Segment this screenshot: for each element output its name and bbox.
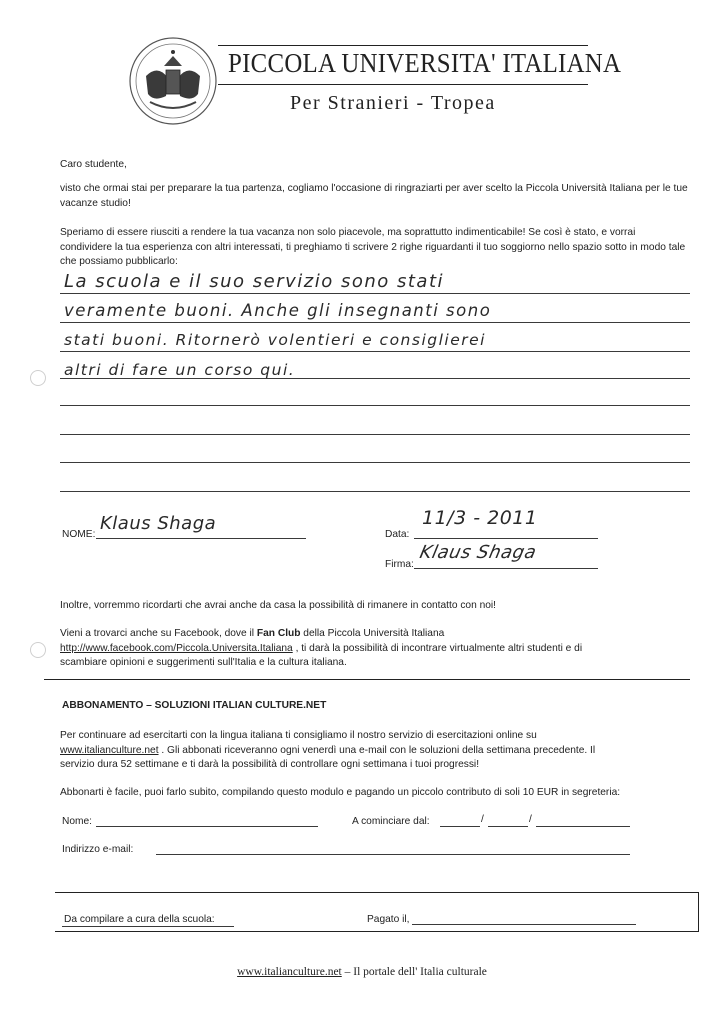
punch-hole bbox=[30, 642, 46, 658]
date-separator: / bbox=[529, 814, 532, 825]
facebook-text-after: della Piccola Università Italiana bbox=[300, 628, 445, 639]
header-rule-top bbox=[218, 45, 588, 46]
university-subtitle: Per Stranieri - Tropea bbox=[290, 92, 496, 114]
name-line bbox=[96, 538, 306, 539]
subscription-line2: . Gli abbonati riceveranno ogni venerdì una e-mail con le soluzioni della settimana precedente. Il bbox=[158, 744, 596, 756]
subscription-instructions: Abbonarti è facile, puoi farlo subito, compilando questo modulo e pagando un piccolo contributo di soli 10 EUR in segreteria: bbox=[60, 787, 621, 798]
start-month-field[interactable] bbox=[488, 826, 528, 827]
paid-label: Pagato il, bbox=[367, 914, 410, 925]
testimonial-line bbox=[60, 351, 690, 352]
email-field[interactable] bbox=[156, 854, 630, 855]
handwritten-testimonial-line: La scuola e il suo servizio sono stati bbox=[64, 271, 445, 292]
testimonial-line bbox=[60, 322, 690, 323]
date-separator: / bbox=[481, 814, 484, 825]
testimonial-line bbox=[60, 462, 690, 463]
testimonial-line bbox=[60, 293, 690, 294]
handwritten-testimonial-line: altri di fare un corso qui. bbox=[64, 361, 296, 379]
name-label: NOME: bbox=[62, 529, 96, 540]
university-title: PICCOLA UNIVERSITA' ITALIANA bbox=[228, 48, 622, 78]
school-use-label: Da compilare a cura della scuola: bbox=[64, 914, 215, 925]
date-label: Data: bbox=[385, 529, 410, 540]
university-crest-icon bbox=[128, 36, 218, 126]
header-rule-bottom bbox=[218, 84, 588, 85]
facebook-text-line3: scambiare opinioni e suggerimenti sull'Italia e la cultura italiana. bbox=[60, 657, 347, 668]
footer-tagline: – Il portale dell' Italia culturale bbox=[341, 966, 487, 978]
subscription-line3: servizio dura 52 settimane e ti darà la possibilità di controllare ogni settimana i tuoi progressi! bbox=[60, 759, 480, 770]
signature-line bbox=[414, 568, 598, 569]
handwritten-signature: Klaus Shaga bbox=[417, 542, 539, 563]
start-year-field[interactable] bbox=[536, 826, 630, 827]
subscription-heading: ABBONAMENTO – SOLUZIONI ITALIAN CULTURE.NET bbox=[62, 700, 327, 711]
testimonial-line bbox=[60, 491, 690, 492]
paid-date-field[interactable] bbox=[412, 924, 636, 925]
facebook-text: Vieni a trovarci anche su Facebook, dove il bbox=[60, 628, 257, 639]
start-date-label: A cominciare dal: bbox=[352, 816, 430, 827]
subscription-line1: Per continuare ad esercitarti con la lingua italiana ti consigliamo il nostro servizio di esercitazioni online su bbox=[60, 730, 537, 741]
date-line bbox=[414, 538, 598, 539]
section-divider bbox=[44, 679, 690, 680]
subscription-name-field[interactable] bbox=[96, 826, 318, 827]
email-label: Indirizzo e-mail: bbox=[62, 844, 134, 855]
handwritten-date: 11/3 - 2011 bbox=[422, 507, 538, 529]
subscription-name-label: Nome: bbox=[62, 816, 93, 827]
request-paragraph: Speriamo di essere riusciti a rendere la tua vacanza non solo piacevole, ma soprattutto indimenticabile! Se così è stato, e vorrai condividere la tua esperienza con altri interessati, ti preghiamo ti scrivere 2 righe riguardanti il tuo soggiorno nello spazio sotto in modo tale che possiamo pubblicarlo: bbox=[60, 227, 686, 267]
handwritten-testimonial-line: veramente buoni. Anche gli insegnanti sono bbox=[64, 301, 492, 320]
facebook-text-rest: , ti darà la possibilità di incontrare virtualmente altri studenti e di bbox=[292, 642, 583, 654]
handwritten-name: Klaus Shaga bbox=[100, 513, 217, 534]
facebook-paragraph bbox=[60, 627, 700, 671]
testimonial-line bbox=[60, 405, 690, 406]
start-day-field[interactable] bbox=[440, 826, 480, 827]
contact-paragraph: Inoltre, vorremmo ricordarti che avrai anche da casa la possibilità di rimanere in contatto con noi! bbox=[60, 600, 497, 611]
greeting: Caro studente, bbox=[60, 159, 127, 170]
punch-hole bbox=[30, 370, 46, 386]
footer bbox=[0, 966, 724, 978]
testimonial-line bbox=[60, 434, 690, 435]
footer-link[interactable]: www.italianculture.net bbox=[237, 966, 342, 978]
intro-paragraph: visto che ormai stai per preparare la tua partenza, cogliamo l'occasione di ringraziarti per aver scelto la Piccola Università Italiana per le tue vacanze studio! bbox=[60, 183, 688, 209]
school-use-line bbox=[62, 926, 234, 927]
fan-club-text: Fan Club bbox=[256, 628, 301, 639]
signature-label: Firma: bbox=[385, 559, 414, 570]
facebook-link[interactable]: http://www.facebook.com/Piccola.Universita.Italiana bbox=[60, 642, 293, 654]
subscription-paragraph bbox=[60, 729, 700, 773]
handwritten-testimonial-line: stati buoni. Ritornerò volentieri e consiglierei bbox=[64, 331, 486, 349]
italianculture-link[interactable]: www.italianculture.net bbox=[60, 744, 159, 756]
